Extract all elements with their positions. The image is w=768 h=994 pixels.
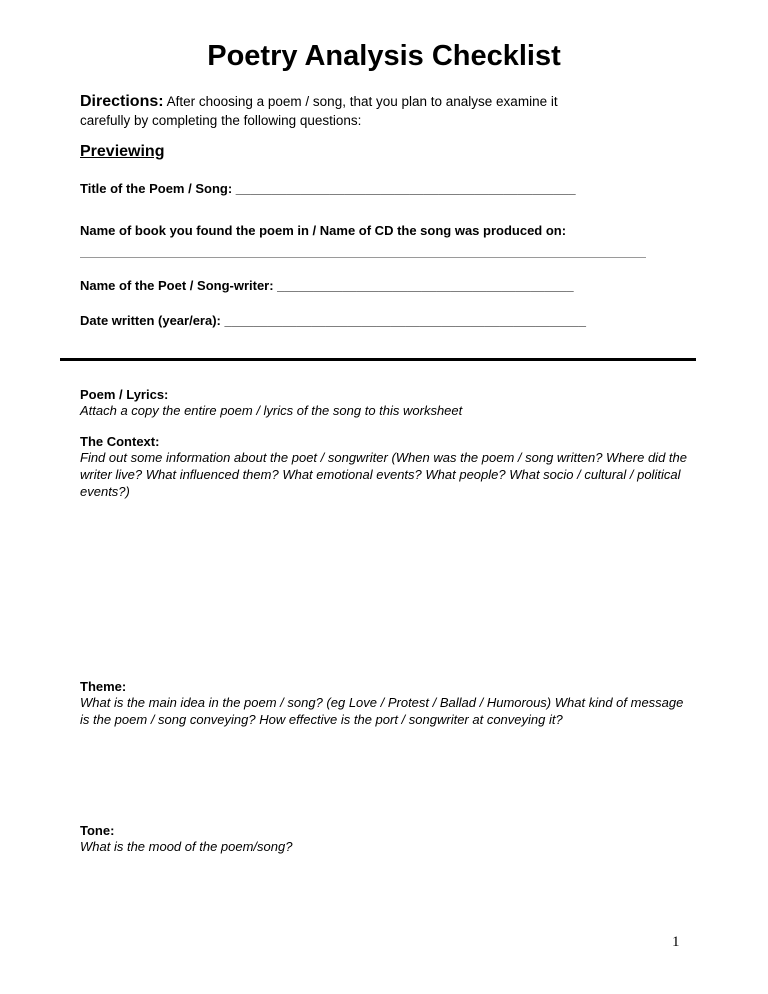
directions-text-1: After choosing a poem / song, that you plan to analyse examine it	[166, 94, 558, 109]
page-title: Poetry Analysis Checklist	[207, 40, 561, 72]
directions-label: Directions:	[80, 93, 164, 110]
book-field: Name of book you found the poem in / Name of CD the song was produced on:	[80, 223, 567, 238]
tone-heading: Tone:	[80, 823, 115, 838]
previewing-heading: Previewing	[80, 143, 165, 160]
directions-text-2: carefully by completing the following questions:	[80, 113, 362, 128]
context-heading: The Context:	[80, 434, 160, 449]
tone-instructions: What is the mood of the poem/song?	[80, 839, 293, 854]
theme-instructions: What is the main idea in the poem / song? (eg Love / Protest / Ballad / Humorous) What kind of message is the poem / song conveying? How effective is the port / songwriter at conveying it?	[80, 695, 684, 727]
section-divider	[60, 358, 696, 361]
directions-line-1	[80, 93, 558, 111]
context-instructions: Find out some information about the poet / songwriter (When was the poem / song written? Where did the writer live? What influenced them? What emotional events? What people? What socio / cultural / political events?)	[80, 450, 687, 499]
lyrics-instructions: Attach a copy the entire poem / lyrics of the song to this worksheet	[80, 403, 463, 418]
theme-heading: Theme:	[80, 679, 127, 694]
date-field: Date written (year/era): __________________________________________________	[80, 313, 586, 328]
lyrics-heading: Poem / Lyrics:	[80, 387, 169, 402]
poet-field: Name of the Poet / Song-writer: _________________________________________	[80, 278, 574, 293]
page-number: 1	[672, 934, 680, 950]
book-field-blank-line	[80, 257, 646, 258]
title-field: Title of the Poem / Song: _______________________________________________	[80, 181, 576, 196]
